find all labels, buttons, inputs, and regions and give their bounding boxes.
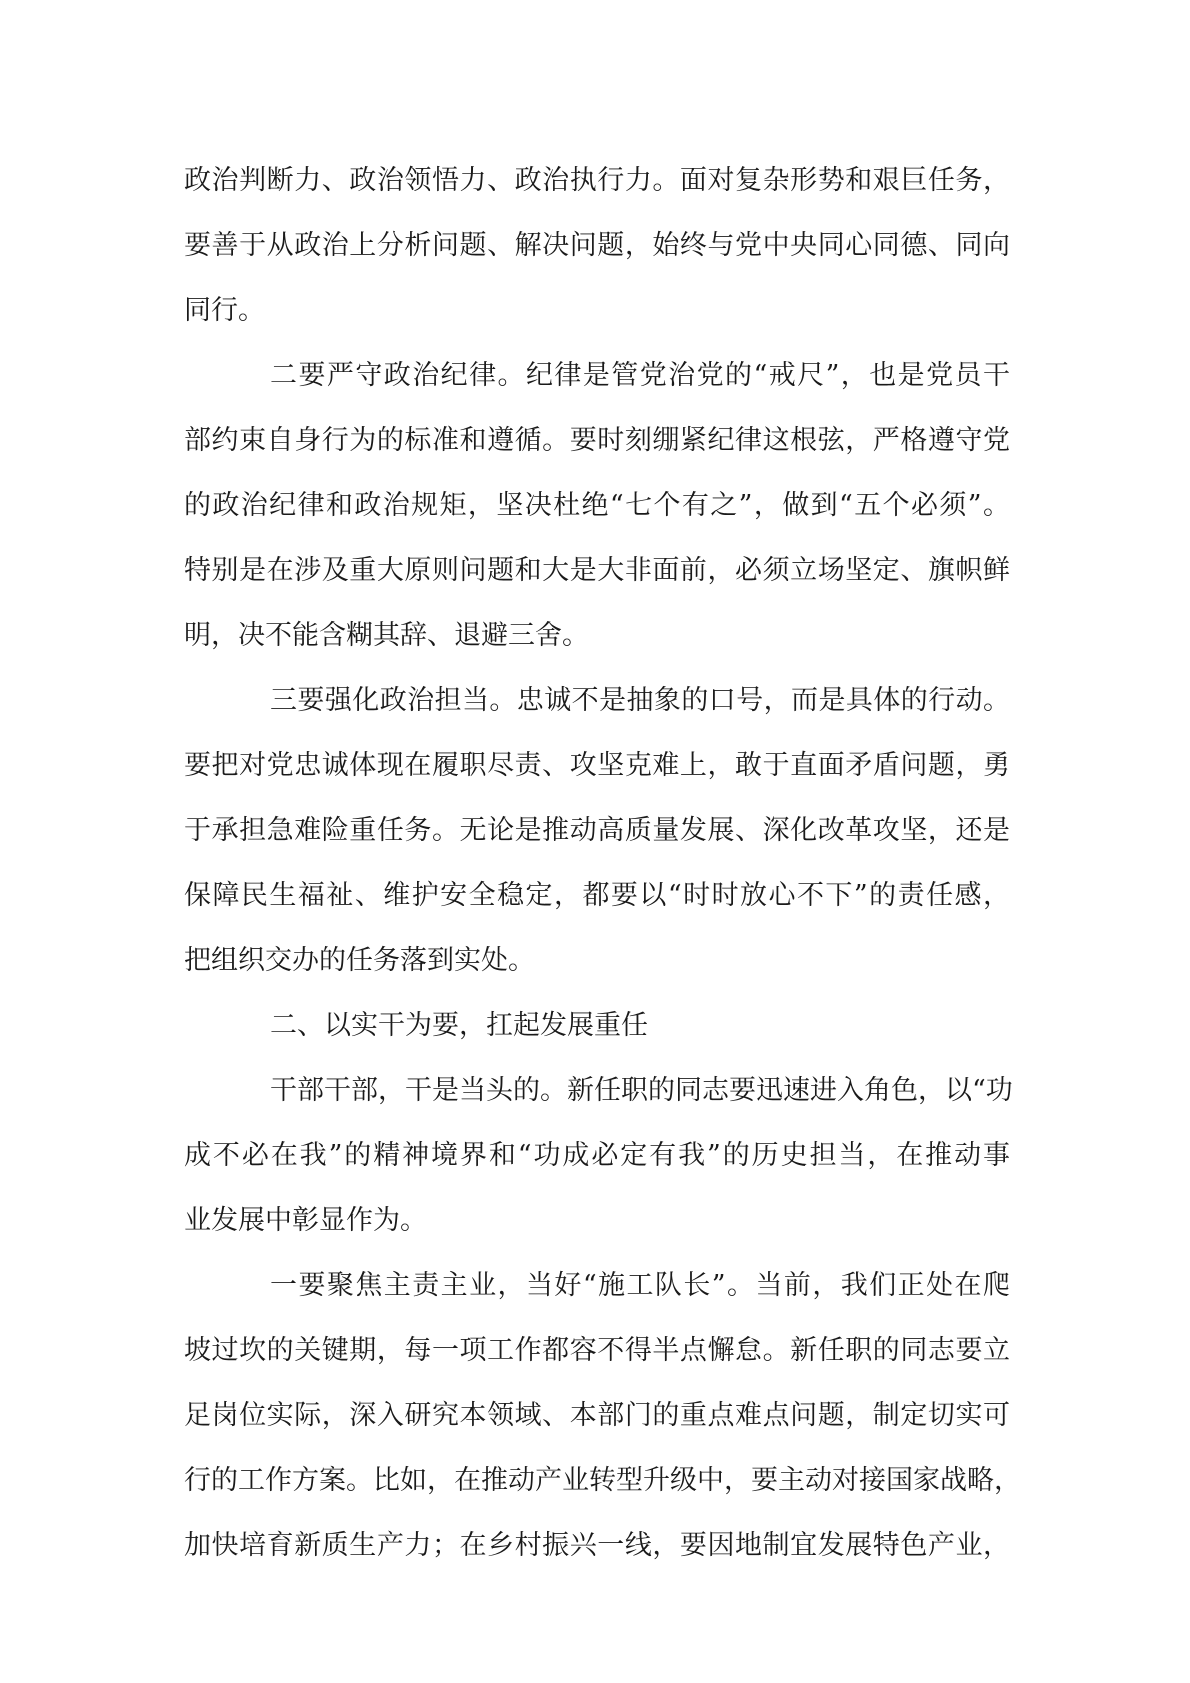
text-line: 坡过坎的关键期，每一项工作都容不得半点懈怠。新任职的同志要立 xyxy=(184,1335,1010,1366)
text-line: 成不必在我”的精神境界和“功成必定有我”的历史担当，在推动事 xyxy=(184,1140,1010,1171)
section-heading: 二、以实干为要，扛起发展重任 xyxy=(270,1010,648,1041)
text-line: 同行。 xyxy=(184,295,265,326)
paragraph-first-line: 一要聚焦主责主业，当好“施工队长”。当前，我们正处在爬 xyxy=(270,1270,1010,1301)
text-line: 政治判断力、政治领悟力、政治执行力。面对复杂形势和艰巨任务， xyxy=(184,165,1010,196)
text-line: 加快培育新质生产力；在乡村振兴一线，要因地制宜发展特色产业， xyxy=(184,1530,1010,1561)
text-line: 保障民生福祉、维护安全稳定，都要以“时时放心不下”的责任感， xyxy=(184,880,1010,911)
paragraph-first-line: 三要强化政治担当。忠诚不是抽象的口号，而是具体的行动。 xyxy=(270,685,1010,716)
text-line: 部约束自身行为的标准和遵循。要时刻绷紧纪律这根弦，严格遵守党 xyxy=(184,425,1010,456)
text-line: 明，决不能含糊其辞、退避三舍。 xyxy=(184,620,589,651)
text-line: 足岗位实际，深入研究本领域、本部门的重点难点问题，制定切实可 xyxy=(184,1400,1010,1431)
text-line: 行的工作方案。比如，在推动产业转型升级中，要主动对接国家战略， xyxy=(184,1465,1021,1496)
text-line: 的政治纪律和政治规矩，坚决杜绝“七个有之”，做到“五个必须”。 xyxy=(184,490,1010,521)
document-body xyxy=(184,148,1021,1578)
text-line: 特别是在涉及重大原则问题和大是大非面前，必须立场坚定、旗帜鲜 xyxy=(184,555,1010,586)
text-line: 要善于从政治上分析问题、解决问题，始终与党中央同心同德、同向 xyxy=(184,230,1010,261)
paragraph-first-line: 二要严守政治纪律。纪律是管党治党的“戒尺”，也是党员干 xyxy=(270,360,1010,391)
text-line: 业发展中彰显作为。 xyxy=(184,1205,427,1236)
text-line: 要把对党忠诚体现在履职尽责、攻坚克难上，敢于直面矛盾问题，勇 xyxy=(184,750,1010,781)
text-line: 于承担急难险重任务。无论是推动高质量发展、深化改革攻坚，还是 xyxy=(184,815,1010,846)
text-line: 把组织交办的任务落到实处。 xyxy=(184,945,535,976)
paragraph-first-line: 干部干部，干是当头的。新任职的同志要迅速进入角色，以“功 xyxy=(270,1075,1013,1106)
